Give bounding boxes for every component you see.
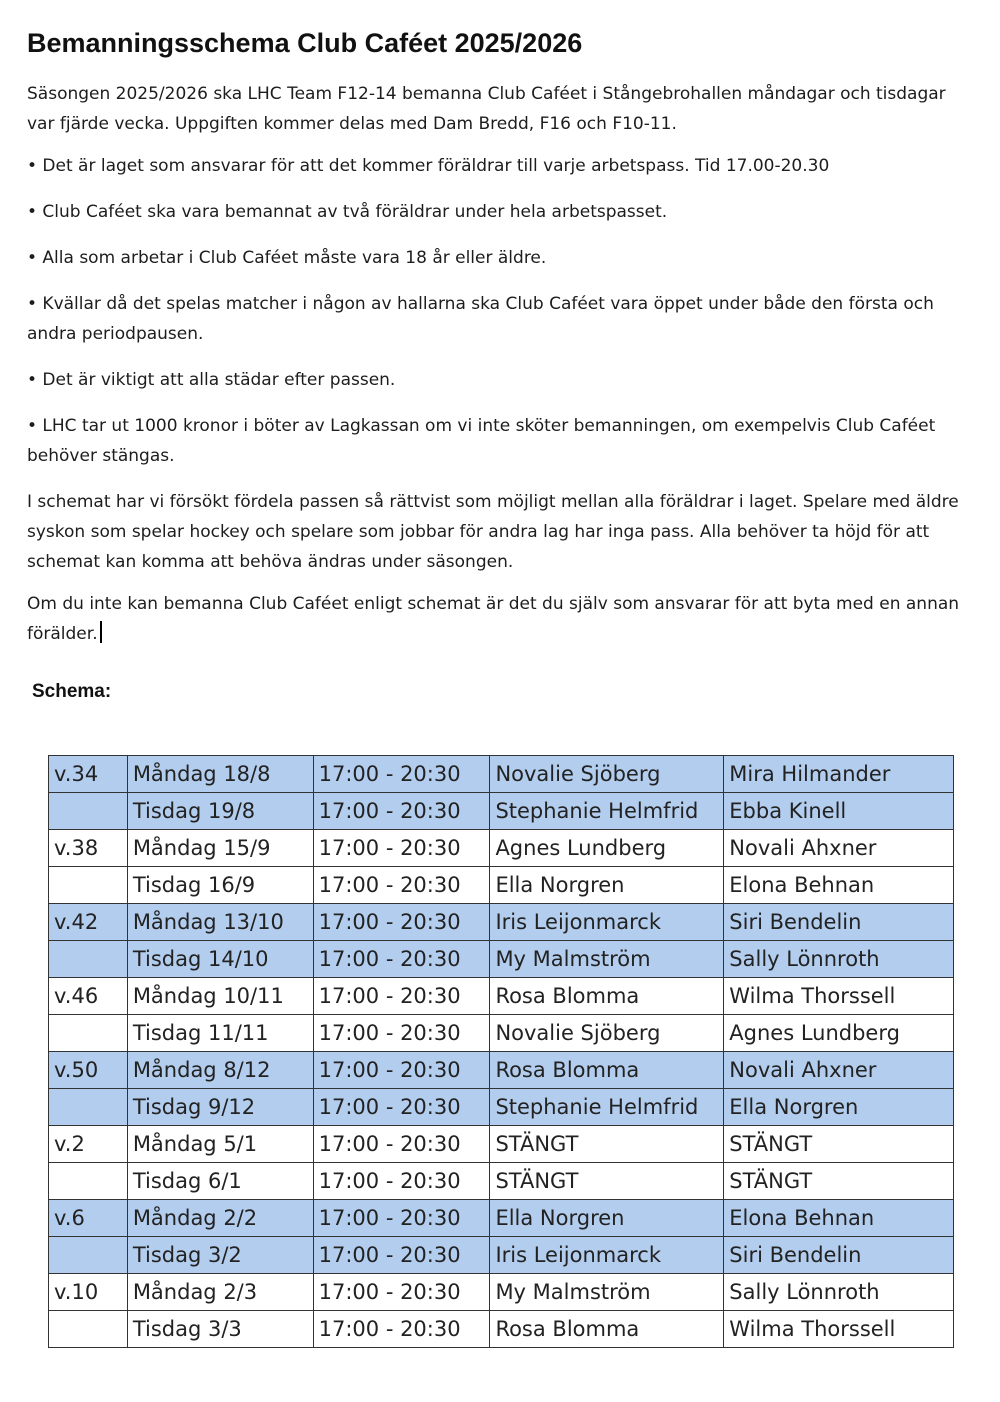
- time-cell[interactable]: 17:00 - 20:30: [313, 1311, 490, 1348]
- day-cell[interactable]: Måndag 13/10: [127, 904, 313, 941]
- time-cell[interactable]: 17:00 - 20:30: [313, 1052, 490, 1089]
- parent-2-cell[interactable]: Elona Behnan: [724, 867, 954, 904]
- day-cell[interactable]: Tisdag 3/3: [127, 1311, 313, 1348]
- parent-1-cell[interactable]: Stephanie Helmfrid: [490, 793, 724, 830]
- document-title: Bemanningsschema Club Caféet 2025/2026: [27, 28, 583, 58]
- schedule-table: [48, 755, 954, 1348]
- parent-1-cell[interactable]: Rosa Blomma: [490, 978, 724, 1015]
- parent-2-cell[interactable]: STÄNGT: [724, 1126, 954, 1163]
- swap-paragraph: [27, 589, 972, 649]
- time-cell[interactable]: 17:00 - 20:30: [313, 1274, 490, 1311]
- table-row: [49, 830, 954, 867]
- parent-1-cell[interactable]: Rosa Blomma: [490, 1311, 724, 1348]
- day-cell[interactable]: Tisdag 14/10: [127, 941, 313, 978]
- day-cell[interactable]: Tisdag 9/12: [127, 1089, 313, 1126]
- time-cell[interactable]: 17:00 - 20:30: [313, 904, 490, 941]
- table-row: [49, 1311, 954, 1348]
- day-cell[interactable]: Måndag 5/1: [127, 1126, 313, 1163]
- parent-2-cell[interactable]: Wilma Thorssell: [724, 1311, 954, 1348]
- day-cell[interactable]: Måndag 15/9: [127, 830, 313, 867]
- parent-1-cell[interactable]: Stephanie Helmfrid: [490, 1089, 724, 1126]
- parent-2-cell[interactable]: Sally Lönnroth: [724, 1274, 954, 1311]
- parent-1-cell[interactable]: My Malmström: [490, 1274, 724, 1311]
- fairness-paragraph: I schemat har vi försökt fördela passen så rättvist som möjligt mellan alla föräldrar i laget. Spelare med äldre syskon som spelar hockey och spelare som jobbar för andra lag har inga pass. Alla behöver ta höjd för att schemat kan komma att behöva ändras under säsongen.: [27, 492, 959, 572]
- table-row: [49, 1052, 954, 1089]
- bullet-item-5: • Det är viktigt att alla städar efter passen.: [27, 370, 396, 390]
- parent-1-cell[interactable]: STÄNGT: [490, 1126, 724, 1163]
- week-cell[interactable]: v.38: [49, 830, 128, 867]
- parent-1-cell[interactable]: Iris Leijonmarck: [490, 1237, 724, 1274]
- week-cell[interactable]: [49, 867, 128, 904]
- week-cell[interactable]: v.34: [49, 756, 128, 793]
- parent-2-cell[interactable]: Novali Ahxner: [724, 830, 954, 867]
- parent-2-cell[interactable]: Wilma Thorssell: [724, 978, 954, 1015]
- parent-2-cell[interactable]: Agnes Lundberg: [724, 1015, 954, 1052]
- intro-paragraph: Säsongen 2025/2026 ska LHC Team F12-14 bemanna Club Caféet i Stångebrohallen måndagar och tisdagar var fjärde vecka. Uppgiften kommer delas med Dam Bredd, F16 och F10-11.: [27, 84, 946, 134]
- table-row: [49, 1237, 954, 1274]
- time-cell[interactable]: 17:00 - 20:30: [313, 1015, 490, 1052]
- table-row: [49, 1274, 954, 1311]
- week-cell[interactable]: v.2: [49, 1126, 128, 1163]
- document-body[interactable]: [27, 28, 972, 661]
- time-cell[interactable]: 17:00 - 20:30: [313, 830, 490, 867]
- parent-1-cell[interactable]: Novalie Sjöberg: [490, 1015, 724, 1052]
- day-cell[interactable]: Tisdag 19/8: [127, 793, 313, 830]
- time-cell[interactable]: 17:00 - 20:30: [313, 1237, 490, 1274]
- table-row: [49, 1126, 954, 1163]
- parent-2-cell[interactable]: Siri Bendelin: [724, 1237, 954, 1274]
- parent-2-cell[interactable]: Sally Lönnroth: [724, 941, 954, 978]
- parent-1-cell[interactable]: Agnes Lundberg: [490, 830, 724, 867]
- day-cell[interactable]: Måndag 18/8: [127, 756, 313, 793]
- parent-1-cell[interactable]: STÄNGT: [490, 1163, 724, 1200]
- day-cell[interactable]: Tisdag 16/9: [127, 867, 313, 904]
- day-cell[interactable]: Tisdag 6/1: [127, 1163, 313, 1200]
- week-cell[interactable]: [49, 793, 128, 830]
- day-cell[interactable]: Måndag 2/3: [127, 1274, 313, 1311]
- parent-1-cell[interactable]: Novalie Sjöberg: [490, 756, 724, 793]
- schedule-table-body: [49, 756, 954, 1348]
- day-cell[interactable]: Måndag 10/11: [127, 978, 313, 1015]
- day-cell[interactable]: Tisdag 3/2: [127, 1237, 313, 1274]
- week-cell[interactable]: [49, 1237, 128, 1274]
- week-cell[interactable]: v.46: [49, 978, 128, 1015]
- week-cell[interactable]: v.42: [49, 904, 128, 941]
- day-cell[interactable]: Tisdag 11/11: [127, 1015, 313, 1052]
- time-cell[interactable]: 17:00 - 20:30: [313, 941, 490, 978]
- table-row: [49, 867, 954, 904]
- bullet-item-6: • LHC tar ut 1000 kronor i böter av Lagkassan om vi inte sköter bemanningen, om exempelvis Club Caféet behöver stängas.: [27, 416, 936, 466]
- schema-heading: Schema:: [32, 681, 112, 702]
- parent-1-cell[interactable]: Rosa Blomma: [490, 1052, 724, 1089]
- week-cell[interactable]: v.6: [49, 1200, 128, 1237]
- parent-2-cell[interactable]: Ella Norgren: [724, 1089, 954, 1126]
- table-row: [49, 1089, 954, 1126]
- time-cell[interactable]: 17:00 - 20:30: [313, 1089, 490, 1126]
- parent-2-cell[interactable]: STÄNGT: [724, 1163, 954, 1200]
- week-cell[interactable]: [49, 1163, 128, 1200]
- week-cell[interactable]: v.10: [49, 1274, 128, 1311]
- time-cell[interactable]: 17:00 - 20:30: [313, 1126, 490, 1163]
- table-row: [49, 1015, 954, 1052]
- time-cell[interactable]: 17:00 - 20:30: [313, 793, 490, 830]
- week-cell[interactable]: [49, 1015, 128, 1052]
- bullet-item-3: • Alla som arbetar i Club Caféet måste vara 18 år eller äldre.: [27, 248, 547, 268]
- week-cell[interactable]: [49, 1311, 128, 1348]
- parent-2-cell[interactable]: Elona Behnan: [724, 1200, 954, 1237]
- time-cell[interactable]: 17:00 - 20:30: [313, 1200, 490, 1237]
- week-cell[interactable]: [49, 941, 128, 978]
- parent-1-cell[interactable]: Ella Norgren: [490, 1200, 724, 1237]
- week-cell[interactable]: [49, 1089, 128, 1126]
- parent-1-cell[interactable]: My Malmström: [490, 941, 724, 978]
- week-cell[interactable]: v.50: [49, 1052, 128, 1089]
- parent-1-cell[interactable]: Iris Leijonmarck: [490, 904, 724, 941]
- table-row: [49, 793, 954, 830]
- time-cell[interactable]: 17:00 - 20:30: [313, 1163, 490, 1200]
- bullet-item-4: • Kvällar då det spelas matcher i någon av hallarna ska Club Caféet vara öppet under både den första och andra periodpausen.: [27, 294, 934, 344]
- table-row: [49, 904, 954, 941]
- text-cursor: [100, 621, 102, 643]
- day-cell[interactable]: Måndag 2/2: [127, 1200, 313, 1237]
- table-row: [49, 941, 954, 978]
- time-cell[interactable]: 17:00 - 20:30: [313, 756, 490, 793]
- parent-2-cell[interactable]: Siri Bendelin: [724, 904, 954, 941]
- day-cell[interactable]: Måndag 8/12: [127, 1052, 313, 1089]
- swap-paragraph-text: Om du inte kan bemanna Club Caféet enligt schemat är det du själv som ansvarar för att byta med en annan förälder.: [27, 594, 960, 644]
- parent-2-cell[interactable]: Novali Ahxner: [724, 1052, 954, 1089]
- table-row: [49, 756, 954, 793]
- time-cell[interactable]: 17:00 - 20:30: [313, 867, 490, 904]
- time-cell[interactable]: 17:00 - 20:30: [313, 978, 490, 1015]
- bullet-item-2: • Club Caféet ska vara bemannat av två föräldrar under hela arbetspasset.: [27, 202, 668, 222]
- parent-2-cell[interactable]: Ebba Kinell: [724, 793, 954, 830]
- table-row: [49, 978, 954, 1015]
- parent-1-cell[interactable]: Ella Norgren: [490, 867, 724, 904]
- parent-2-cell[interactable]: Mira Hilmander: [724, 756, 954, 793]
- bullet-item-1: • Det är laget som ansvarar för att det kommer föräldrar till varje arbetspass. Tid 17.00-20.30: [27, 156, 830, 176]
- table-row: [49, 1163, 954, 1200]
- table-row: [49, 1200, 954, 1237]
